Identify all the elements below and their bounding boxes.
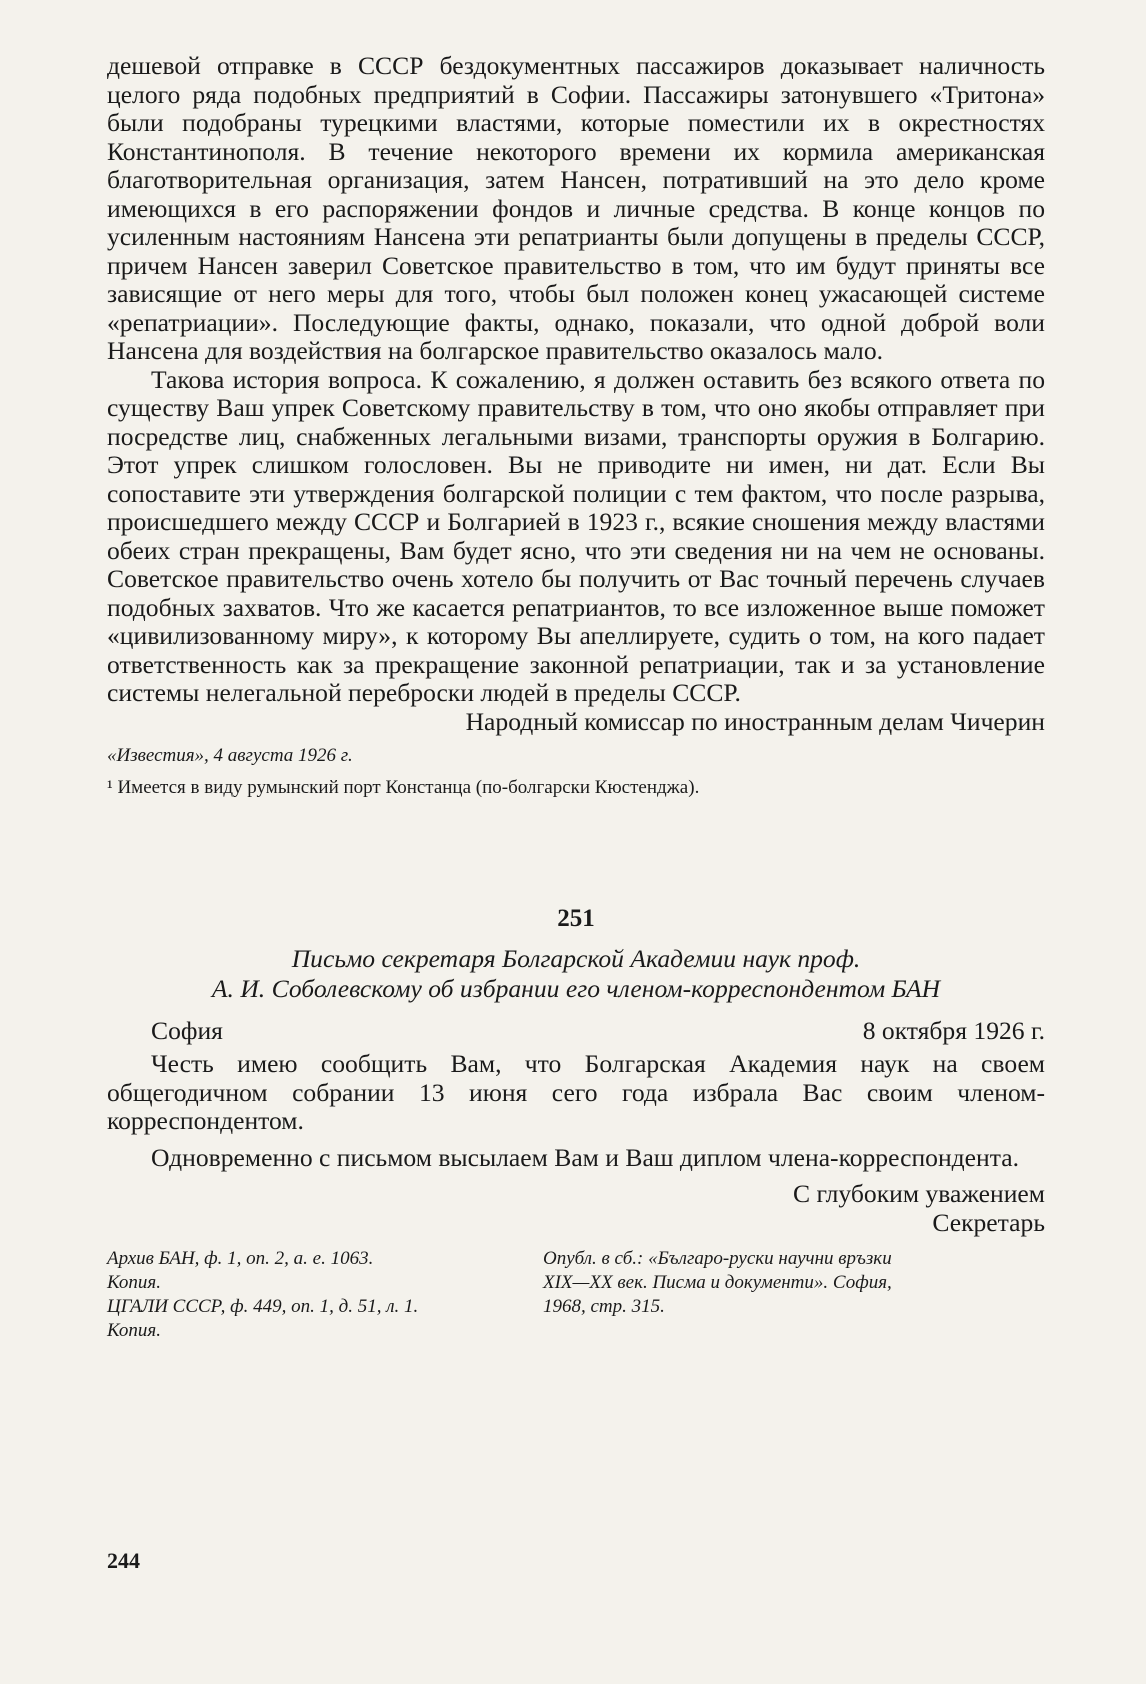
- archive-left-line: Копия.: [107, 1320, 161, 1341]
- archive-right-line: Опубл. в сб.: «Българо-руски научни връзки: [543, 1248, 892, 1269]
- document-title-line-2: А. И. Соболевскому об избрании его членом-корреспондентом БАН: [211, 974, 941, 1003]
- letter-paragraph-2: Одновременно с письмом высылаем Вам и Ваш диплом члена-корреспондента.: [151, 1142, 1019, 1172]
- signer: Секретарь: [932, 1207, 1045, 1237]
- closing: С глубоким уважением: [792, 1179, 1045, 1208]
- archive-left: [107, 1247, 517, 1343]
- archive-right-line: XIX—XX век. Писма и документи». София,: [543, 1272, 892, 1293]
- archive-right: [543, 1247, 1045, 1343]
- document-number: 251: [557, 905, 595, 932]
- date: 8 октября 1926 г.: [862, 1016, 1045, 1045]
- place-date-line: [107, 1016, 1045, 1046]
- document-title: [107, 944, 1045, 1004]
- place: София: [151, 1016, 223, 1045]
- paragraph-1: дешевой отправке в СССР бездокументных пассажиров доказывает наличность целого ряда подобных предприятий в Софии. Пассажиры затонувшего «Тритона» были подобраны турецкими властями, которые поместили их в окрестностях Константинополя. В течение некоторого времени их кормила американская благотворительная организация, затем Нансен, потративший на это дело кроме имеющихся в его распоряжении фондов и личные средства. В конце концов по усиленным настояниям Нансена эти репатрианты были допущены в пределы СССР, причем Нансен заверил Советское правительство в том, что им будут приняты все зависящие от него меры для того, чтобы был положен конец ужасающей системе «репатриации». Последующие факты, однако, показали, что одной доброй воли Нансена для воздействия на болгарское правительство оказалось мало.: [107, 51, 1045, 365]
- document-title-line-1: Письмо секретаря Болгарской Академии наук проф.: [291, 944, 861, 973]
- signature-chicherin: Народный комиссар по иностранным делам Чичерин: [465, 706, 1045, 736]
- paragraph-2: Такова история вопроса. К сожалению, я должен оставить без всякого ответа по существу Ваш упрек Советскому правительству в том, что оно якобы отправляет при посредстве лиц, снабженных легальными визами, транспорты оружия в Болгарию. Этот упрек слишком голословен. Вы не приводите ни имен, ни дат. Если Вы сопоставите эти утверждения болгарской полиции с тем фактом, что после разрыва, происшедшего между СССР и Болгарией в 1923 г., всякие сношения между властями обеих стран прекращены, Вам будет ясно, что эти сведения ни на чем не основаны. Советское правительство очень хотело бы получить от Вас точный перечень случаев подобных захватов. Что же касается репатриантов, то все изложенное выше поможет «цивилизованному миру», к которому Вы апеллируете, судить о том, на кого падает ответственность как за прекращение законной репатриации, так и за установление системы нелегальной переброски людей в пределы СССР.: [107, 364, 1045, 707]
- archive-left-line: Копия.: [107, 1272, 161, 1293]
- archive-right-line: 1968, стр. 315.: [543, 1296, 665, 1317]
- archive-left-line: ЦГАЛИ СССР, ф. 449, оп. 1, д. 51, л. 1.: [107, 1296, 419, 1317]
- source-citation: «Известия», 4 августа 1926 г.: [107, 745, 353, 766]
- archive-left-line: Архив БАН, ф. 1, оп. 2, а. е. 1063.: [107, 1248, 374, 1269]
- page-content: [107, 52, 1045, 1343]
- footnote: ¹ Имеется в виду румынский порт Констанца (по-болгарски Кюстенджа).: [107, 777, 700, 798]
- letter-paragraph-1: Честь имею сообщить Вам, что Болгарская Академия наук на своем общегодичном собрании 13 июня сего года избрала Вас своим членом-корреспондентом.: [107, 1049, 1045, 1135]
- archive-references: [107, 1247, 1045, 1343]
- page-number: 244: [107, 1548, 140, 1573]
